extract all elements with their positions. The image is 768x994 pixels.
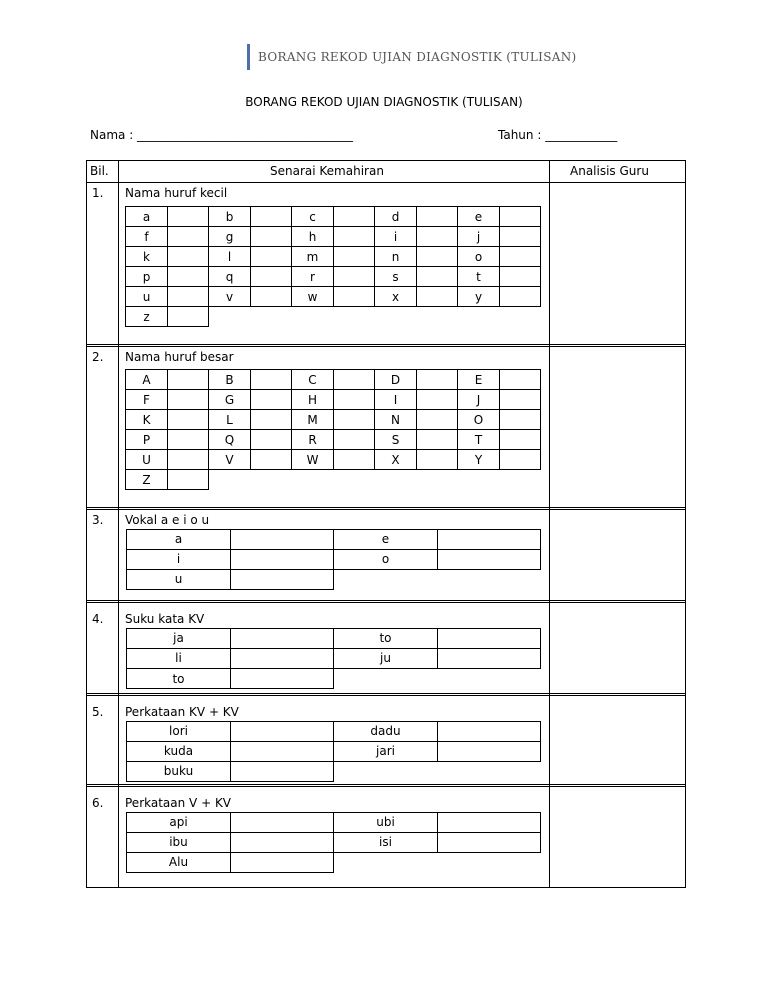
section-title: Perkataan KV + KV	[125, 705, 239, 719]
running-header: BORANG REKOD UJIAN DIAGNOSTIK (TULISAN)	[258, 50, 577, 64]
letter-cell: k	[143, 250, 150, 264]
section-number: 4.	[92, 612, 104, 626]
letter-cell: l	[227, 250, 232, 264]
word-cell: isi	[379, 835, 392, 849]
letter-cell: F	[143, 393, 150, 407]
letter-cell: n	[391, 250, 400, 264]
section-number: 5.	[92, 705, 104, 719]
word-cell: to	[379, 631, 392, 645]
letter-cell: o	[474, 250, 483, 264]
word-cell: u	[174, 572, 183, 586]
letter-cell: f	[144, 230, 149, 244]
letter-cell: u	[142, 290, 151, 304]
letter-cell: C	[308, 373, 317, 387]
letter-cell: P	[142, 433, 151, 447]
section-title: Perkataan V + KV	[125, 796, 232, 810]
word-cell: a	[174, 532, 183, 546]
letter-cell: w	[307, 290, 318, 304]
letter-cell: x	[391, 290, 400, 304]
letter-cell: L	[226, 413, 233, 427]
letter-cell: S	[391, 433, 400, 447]
section-number: 2.	[92, 350, 104, 364]
word-cell: li	[175, 651, 182, 665]
letter-cell: i	[393, 230, 398, 244]
word-cell: lori	[169, 724, 188, 738]
section-title: Nama huruf besar	[125, 350, 234, 364]
word-cell: o	[381, 552, 390, 566]
word-cell: kuda	[163, 744, 194, 758]
letter-cell: D	[390, 373, 401, 387]
section-title: Vokal a e i o u	[125, 513, 210, 527]
letter-cell: p	[142, 270, 151, 284]
tahun-blank[interactable]: ____________	[545, 128, 618, 142]
word-cell: jari	[376, 744, 395, 758]
letter-cell: a	[142, 210, 151, 224]
letter-cell: A	[142, 373, 151, 387]
section-title: Suku kata KV	[125, 612, 205, 626]
letter-cell: c	[309, 210, 316, 224]
word-cell: ibu	[169, 835, 188, 849]
column-header-analisis-guru: Analisis Guru	[570, 164, 649, 178]
letter-cell: m	[306, 250, 319, 264]
letter-cell: g	[225, 230, 234, 244]
letter-cell: b	[225, 210, 234, 224]
tahun-label: Tahun :	[498, 128, 546, 142]
letter-cell: B	[225, 373, 234, 387]
letter-cell: R	[308, 433, 317, 447]
nama-label: Nama :	[90, 128, 138, 142]
letter-cell: Q	[224, 433, 235, 447]
word-cell: i	[176, 552, 181, 566]
word-cell: to	[172, 672, 185, 686]
letter-cell: H	[307, 393, 318, 407]
nama-blank[interactable]: ____________________________________	[137, 128, 354, 142]
letter-cell: h	[308, 230, 317, 244]
letter-cell: M	[307, 413, 318, 427]
letter-cell: V	[225, 453, 234, 467]
section-title: Nama huruf kecil	[125, 186, 228, 200]
letter-cell: e	[474, 210, 483, 224]
section-number: 1.	[92, 186, 104, 200]
letter-cell: Z	[142, 473, 151, 487]
letter-cell: r	[310, 270, 315, 284]
letter-cell: N	[391, 413, 400, 427]
section-number: 3.	[92, 513, 104, 527]
word-cell: ju	[380, 651, 391, 665]
word-cell: api	[169, 815, 188, 829]
letter-cell: E	[474, 373, 483, 387]
letter-cell: X	[391, 453, 400, 467]
letter-cell: t	[476, 270, 481, 284]
letter-cell: d	[391, 210, 400, 224]
letter-cell: y	[474, 290, 483, 304]
word-cell: buku	[163, 764, 194, 778]
letter-cell: z	[143, 310, 150, 324]
letter-cell: j	[476, 230, 481, 244]
word-cell: dadu	[370, 724, 401, 738]
section-number: 6.	[92, 796, 104, 810]
letter-cell: K	[142, 413, 151, 427]
letter-cell: J	[476, 393, 481, 407]
word-cell: e	[381, 532, 390, 546]
letter-cell: W	[306, 453, 319, 467]
letter-cell: U	[142, 453, 151, 467]
letter-cell: O	[473, 413, 484, 427]
column-header-bil: Bil.	[90, 164, 109, 178]
letter-cell: T	[474, 433, 483, 447]
word-cell: ubi	[376, 815, 395, 829]
word-cell: Alu	[168, 855, 189, 869]
column-header-senarai-kemahiran: Senarai Kemahiran	[270, 164, 384, 178]
letter-cell: q	[225, 270, 234, 284]
letter-cell: I	[393, 393, 398, 407]
letter-cell: v	[225, 290, 234, 304]
letter-cell: G	[224, 393, 235, 407]
page-title: BORANG REKOD UJIAN DIAGNOSTIK (TULISAN)	[245, 95, 523, 109]
letter-cell: Y	[474, 453, 483, 467]
word-cell: ja	[173, 631, 184, 645]
letter-cell: s	[392, 270, 399, 284]
